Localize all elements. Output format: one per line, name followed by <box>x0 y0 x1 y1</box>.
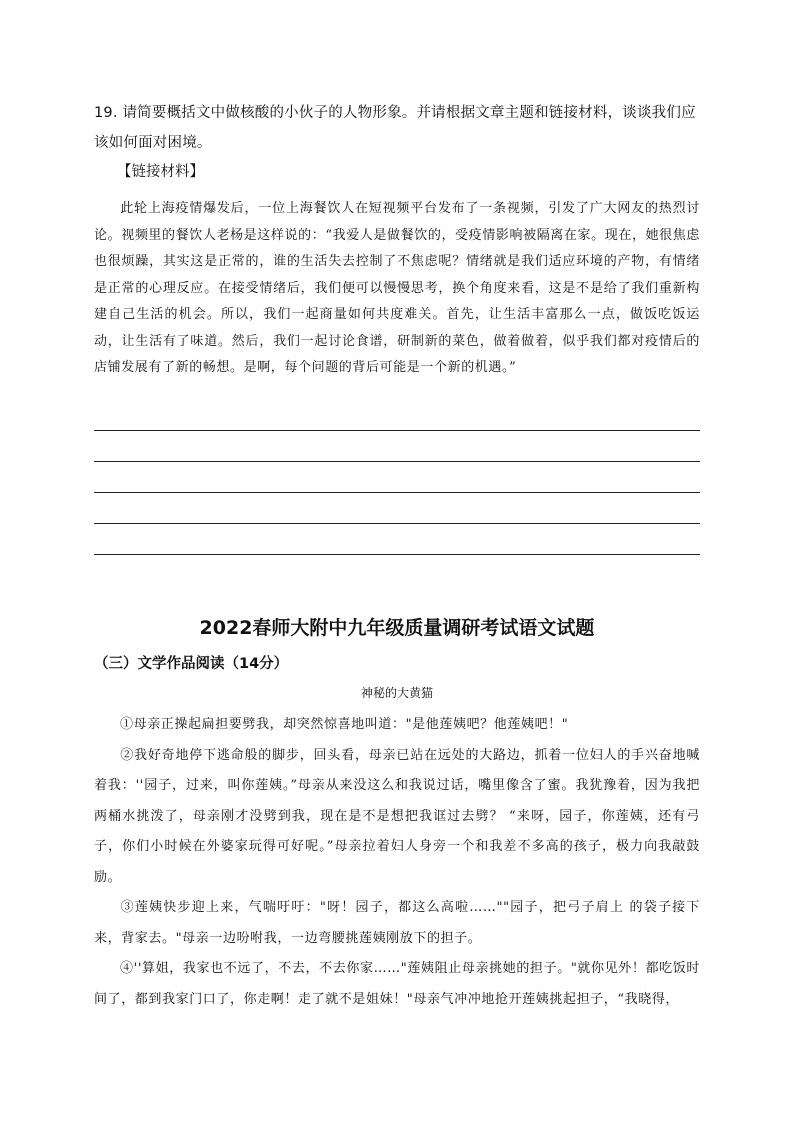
material-tag: 【链接材料】 <box>117 164 204 180</box>
story-paragraph-3 <box>94 893 700 954</box>
story-body <box>94 710 700 1015</box>
paragraph-text: ①母亲正操起扁担要劈我，却突然惊喜地叫道："是他莲姨吧？他莲姨吧！" <box>120 717 569 732</box>
paragraph-text: ④''算姐，我家也不远了，不去，不去你家……"莲姨阻止母亲挑她的担子。"就你见外！都吃饭时间了，都到我家门口了，你走啊！走了就不是姐妹！"母亲气冲冲地抢开莲姨挑起担子，“我晓得， <box>94 961 700 1007</box>
story-title: 神秘的大黄猫 <box>360 686 433 700</box>
exam-title: 2022春师大附中九年级质量调研考试语文试题 <box>199 617 595 639</box>
paragraph-text: ②我好奇地停下逃命般的脚步，回头看，母亲已站在远处的大路边，抓着一位妇人的手兴奋地喊着我：''园子，过来，叫你莲姨。”母亲从来没这么和我说过话，嘴里像含了蜜。我犹豫着，因为我把两桶水挑泼了，母亲刚才没劈到我，现在是不是想把我诓过去劈？ “来呀，园子，你莲姨，还有弓子，你们小时候在外婆家玩得可好呢。”母亲拉着妇人身旁一个和我差不多高的孩子，极力向我敲鼓励。 <box>94 747 700 885</box>
material-text <box>94 196 700 382</box>
answer-line-5[interactable] <box>94 554 700 555</box>
material-body: 此轮上海疫情爆发后，一位上海餐饮人在短视频平台发布了一条视频，引发了广大网友的热烈讨论。视频里的餐饮人老杨是这样说的：“我爱人是做餐饮的，受疫情影响被隔离在家。现在，她很焦虑也很烦躁，其实这是正常的，谁的生活失去控制了不焦虑呢？情绪就是我们适应环境的产物，有情绪是正常的心理反应。在接受情绪后，我们便可以慢慢思考，换个角度来看，这是不是给了我们重新构建自己生活的机会。所以，我们一起商量如何共度难关。首先，让生活丰富那么一点，做饭吃饭运动，让生活有了味道。然后，我们一起讨论食谱，研制新的菜色，做着做着，似乎我们都对疫情后的店铺发展有了新的畅想。是啊，每个问题的背后可能是一个新的机遇。” <box>94 201 700 375</box>
question-19: 19. 请简要概括文中做核酸的小伙子的人物形象。并请根据文章主题和链接材料，谈谈我们应该如何面对困境。 <box>94 105 696 151</box>
story-paragraph-4 <box>94 954 700 1015</box>
story-paragraph-1 <box>94 710 700 741</box>
story-paragraph-2 <box>94 741 700 894</box>
answer-line-1[interactable] <box>94 430 700 431</box>
answer-line-3[interactable] <box>94 492 700 493</box>
answer-line-2[interactable] <box>94 461 700 462</box>
answer-line-4[interactable] <box>94 523 700 524</box>
paragraph-text: ③莲姨快步迎上来，气喘吁吁："呀！园子，都这么高啦……""园子，把弓子肩上 的袋子接下来，背家去。"母亲一边吩咐我，一边弯腰挑莲姨刚放下的担子。 <box>94 900 700 946</box>
section-heading: （三）文学作品阅读（14分） <box>94 656 289 672</box>
